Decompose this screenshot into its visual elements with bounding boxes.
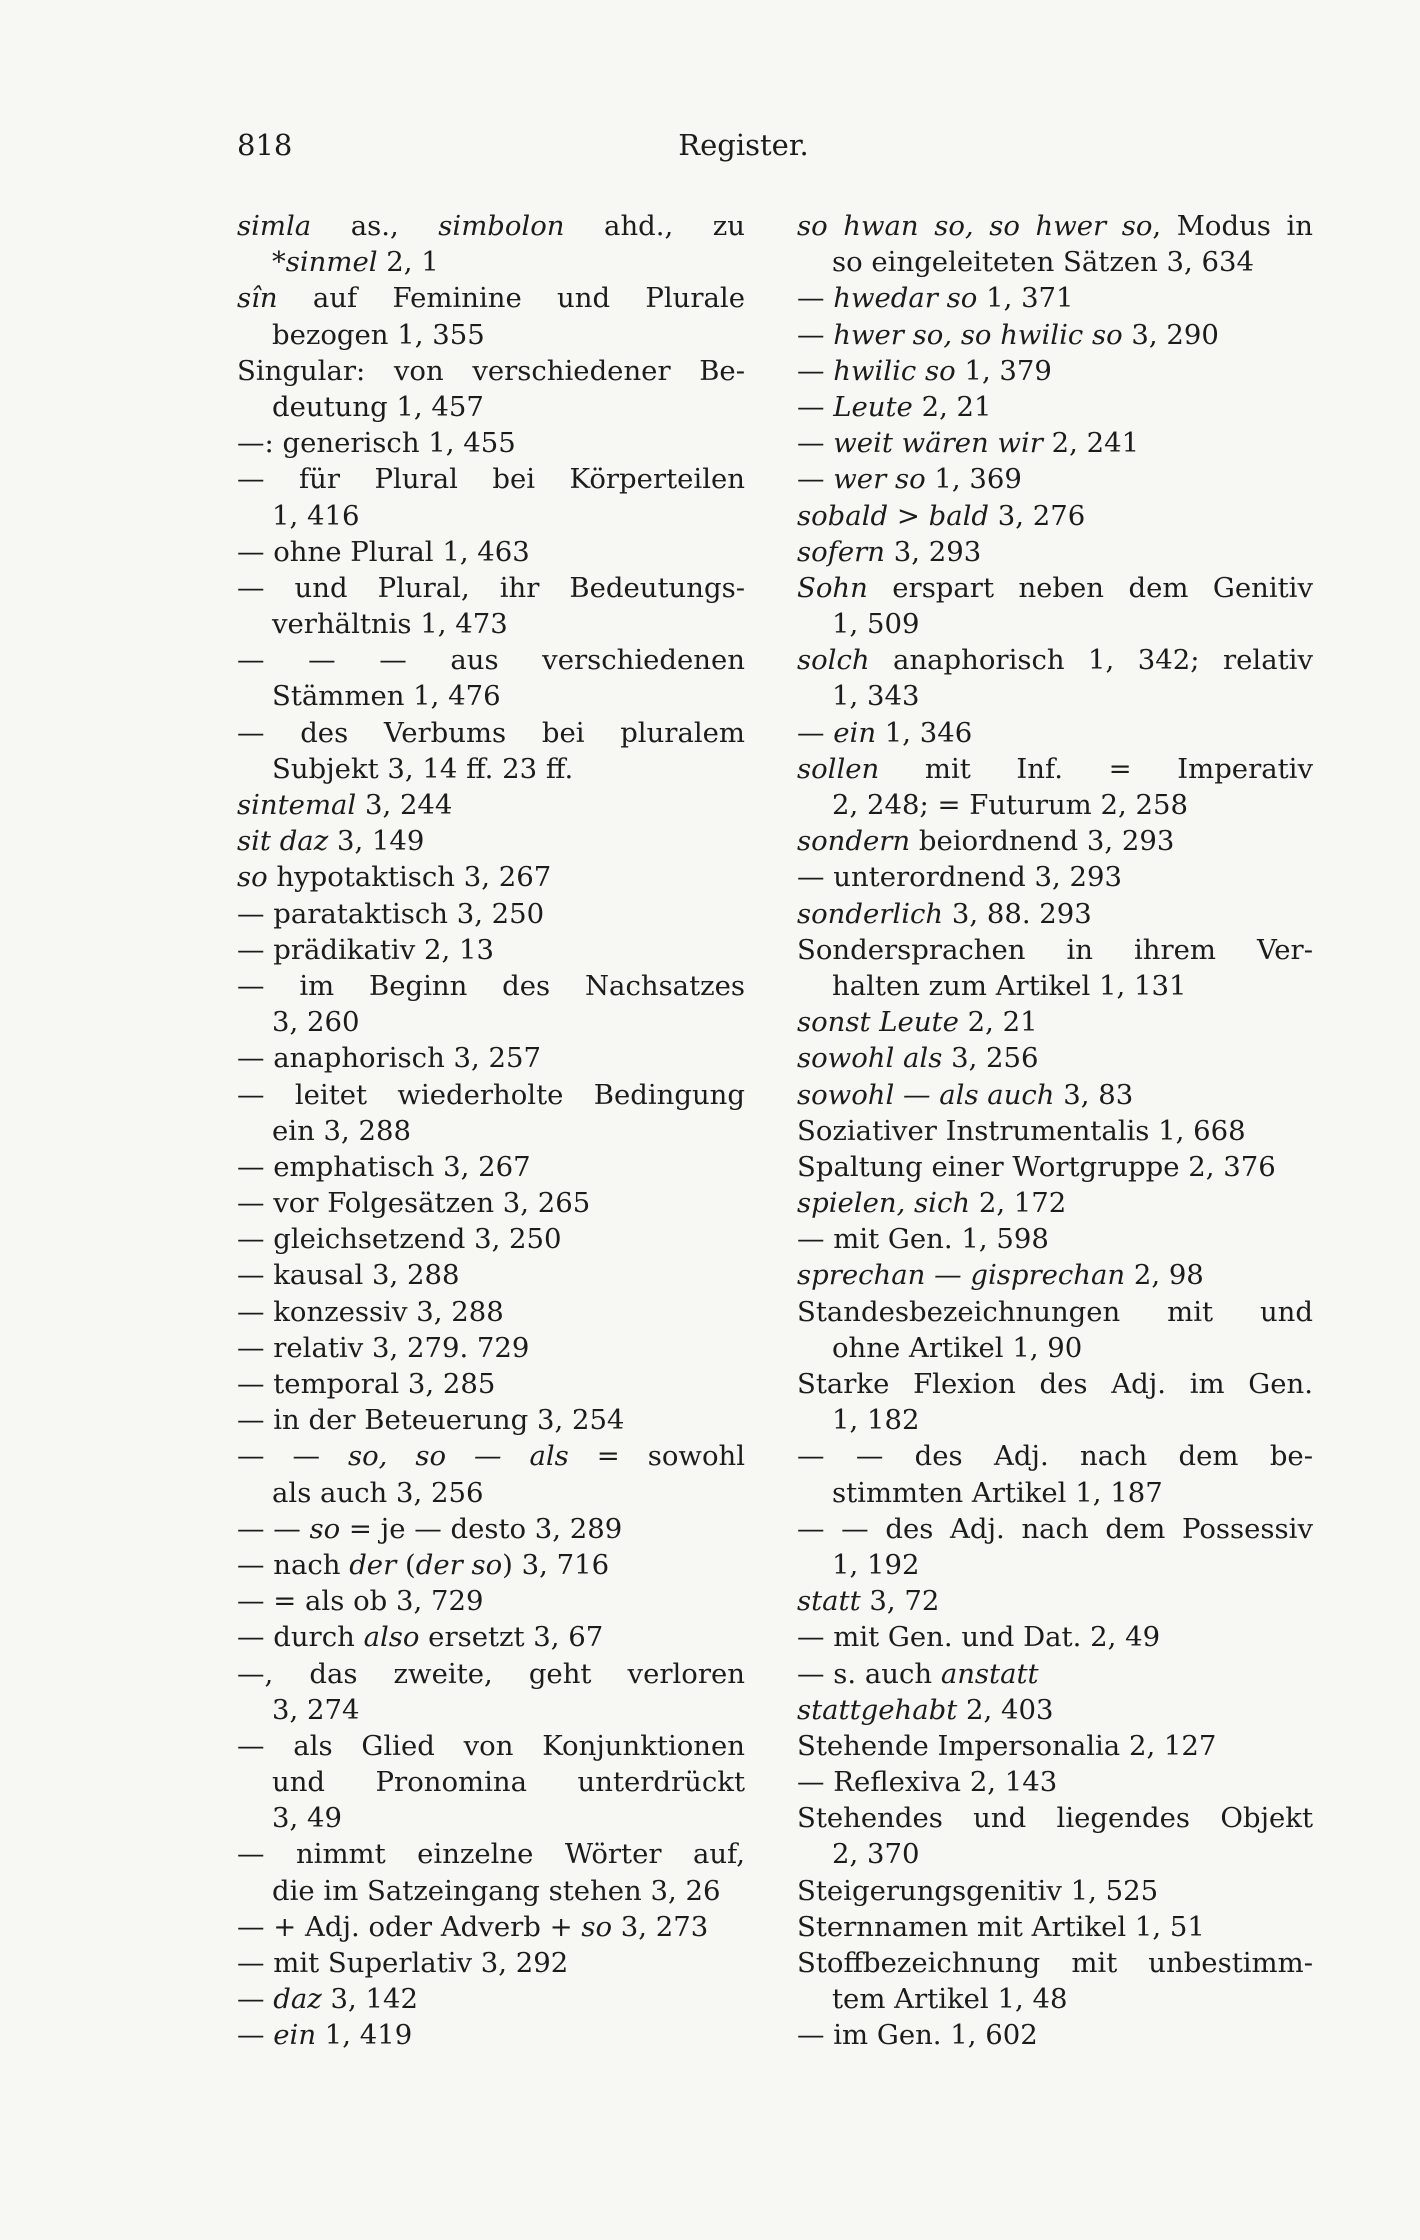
index-entry-line: — + Adj. oder Adverb + so 3, 273 bbox=[237, 1910, 709, 1943]
index-entry-line: 1, 182 bbox=[832, 1404, 920, 1437]
index-entry-line: Stoffbezeichnung mit unbestimm- bbox=[797, 1947, 1313, 1979]
index-entry-line: sonderlich 3, 88. 293 bbox=[797, 897, 1092, 930]
index-entry-line: — hwedar so 1, 371 bbox=[797, 282, 1074, 315]
index-entry-line: 3, 49 bbox=[272, 1802, 342, 1835]
index-entry-line: — Leute 2, 21 bbox=[797, 390, 992, 423]
index-entry-line: — im Beginn des Nachsatzes bbox=[237, 969, 745, 1002]
index-entry-line: — hwer so, so hwilic so 3, 290 bbox=[797, 318, 1219, 351]
index-entry-line: — Reflexiva 2, 143 bbox=[797, 1766, 1058, 1799]
index-entry-line: 2, 370 bbox=[832, 1838, 920, 1871]
index-entry-line: — nach der (der so) 3, 716 bbox=[237, 1548, 610, 1581]
index-entry-line: — ohne Plural 1, 463 bbox=[237, 535, 530, 568]
index-entry-line: — leitet wiederholte Bedingung bbox=[237, 1078, 745, 1111]
index-entry-line: — temporal 3, 285 bbox=[237, 1368, 496, 1400]
index-entry-line: — — so, so — als = sowohl bbox=[237, 1440, 745, 1473]
index-entry-line: — als Glied von Konjunktionen bbox=[237, 1729, 745, 1762]
index-entry-line: solch anaphorisch 1, 342; relativ bbox=[797, 644, 1313, 677]
index-entry-line: —, das zweite, geht verloren bbox=[237, 1657, 745, 1690]
index-entry-line: ohne Artikel 1, 90 bbox=[832, 1331, 1083, 1364]
index-entry-line: Subjekt 3, 14 ff. 23 ff. bbox=[272, 752, 574, 785]
index-entry-line: Spaltung einer Wortgruppe 2, 376 bbox=[797, 1150, 1276, 1183]
index-entry-line: stattgehabt 2, 403 bbox=[797, 1693, 1054, 1726]
index-entry-line: sintemal 3, 244 bbox=[237, 789, 453, 821]
index-entry-line: simla as., simbolon ahd., zu bbox=[237, 210, 745, 242]
index-entry-line: sobald > bald 3, 276 bbox=[797, 499, 1086, 532]
index-entry-line: —: generisch 1, 455 bbox=[237, 427, 516, 460]
index-entry-line: sprechan — gisprechan 2, 98 bbox=[797, 1259, 1204, 1292]
index-entry-line: sonst Leute 2, 21 bbox=[797, 1006, 1038, 1039]
index-entry-line: sowohl — als auch 3, 83 bbox=[797, 1078, 1134, 1111]
index-entry-line: sowohl als 3, 256 bbox=[797, 1042, 1039, 1075]
index-entry-line: — prädikativ 2, 13 bbox=[237, 933, 494, 966]
index-entry-line: Stehende Impersonalia 2, 127 bbox=[797, 1729, 1217, 1762]
index-entry-line: 2, 248; = Futurum 2, 258 bbox=[832, 789, 1188, 821]
index-entry-line: — für Plural bei Körperteilen bbox=[237, 463, 745, 496]
index-entry-line: statt 3, 72 bbox=[797, 1585, 940, 1618]
index-entry-line: — = als ob 3, 729 bbox=[237, 1585, 484, 1618]
index-entry-line: stimmten Artikel 1, 187 bbox=[832, 1476, 1163, 1509]
index-entry-line: Sternnamen mit Artikel 1, 51 bbox=[797, 1910, 1205, 1943]
index-entry-line: — durch also ersetzt 3, 67 bbox=[237, 1621, 604, 1654]
index-entry-line: — unterordnend 3, 293 bbox=[797, 861, 1122, 894]
index-entry-line: — relativ 3, 279. 729 bbox=[237, 1331, 530, 1364]
index-entry-line: als auch 3, 256 bbox=[272, 1476, 484, 1509]
index-entry-line: so hypotaktisch 3, 267 bbox=[237, 861, 552, 894]
index-entry-line: sit daz 3, 149 bbox=[237, 825, 425, 858]
index-entry-line: sollen mit Inf. = Imperativ bbox=[797, 752, 1313, 785]
index-entry-line: — s. auch anstatt bbox=[797, 1657, 1039, 1690]
index-entry-line: — anaphorisch 3, 257 bbox=[237, 1042, 541, 1075]
index-entry-line: Stehendes und liegendes Objekt bbox=[797, 1802, 1313, 1835]
index-entry-line: — mit Gen. und Dat. 2, 49 bbox=[797, 1621, 1161, 1654]
index-entry-line: tem Artikel 1, 48 bbox=[832, 1983, 1068, 2016]
index-entry-line: — vor Folgesätzen 3, 265 bbox=[237, 1187, 591, 1220]
index-entry-line: spielen, sich 2, 172 bbox=[797, 1187, 1067, 1220]
index-entry-line: — konzessiv 3, 288 bbox=[237, 1295, 504, 1328]
index-entry-line: — parataktisch 3, 250 bbox=[237, 897, 545, 930]
index-entry-line: — ein 1, 419 bbox=[237, 2019, 413, 2052]
index-entry-line: — des Verbums bei pluralem bbox=[237, 716, 745, 749]
running-title: Register. bbox=[678, 128, 809, 162]
index-entry-line: ein 3, 288 bbox=[272, 1114, 411, 1147]
index-entry-line: — hwilic so 1, 379 bbox=[797, 354, 1052, 387]
page-number: 818 bbox=[237, 128, 293, 162]
index-entry-line: — gleichsetzend 3, 250 bbox=[237, 1223, 562, 1256]
index-entry-line: — wer so 1, 369 bbox=[797, 463, 1022, 496]
index-column-left bbox=[237, 208, 745, 2054]
index-entry-line: sîn auf Feminine und Plurale bbox=[237, 282, 745, 315]
page-header bbox=[237, 128, 1250, 172]
index-entry-line: Soziativer Instrumentalis 1, 668 bbox=[797, 1114, 1246, 1147]
index-entry-line: — — des Adj. nach dem be- bbox=[797, 1440, 1313, 1473]
index-entry-line: 3, 260 bbox=[272, 1006, 360, 1039]
index-entry-line: Stämmen 1, 476 bbox=[272, 680, 501, 713]
index-entry-line: bezogen 1, 355 bbox=[272, 318, 485, 351]
index-entry-line: — mit Superlativ 3, 292 bbox=[237, 1947, 569, 1979]
index-entry-line: Sondersprachen in ihrem Ver- bbox=[797, 933, 1313, 966]
index-entry-line: *sinmel 2, 1 bbox=[272, 246, 439, 279]
index-entry-line: — mit Gen. 1, 598 bbox=[797, 1223, 1049, 1256]
index-entry-line: so hwan so, so hwer so, Modus in bbox=[797, 210, 1313, 242]
index-entry-line: — kausal 3, 288 bbox=[237, 1259, 460, 1292]
index-entry-line: 3, 274 bbox=[272, 1693, 360, 1726]
index-entry-line: sondern beiordnend 3, 293 bbox=[797, 825, 1175, 858]
index-entry-line: — und Plural, ihr Bedeutungs- bbox=[237, 571, 745, 604]
index-entry-line: — in der Beteuerung 3, 254 bbox=[237, 1404, 625, 1437]
index-entry-line: 1, 509 bbox=[832, 608, 920, 641]
index-entry-line: verhältnis 1, 473 bbox=[272, 608, 508, 641]
index-entry-line: Starke Flexion des Adj. im Gen. bbox=[797, 1368, 1313, 1400]
index-entry-line: — — so = je — desto 3, 289 bbox=[237, 1512, 623, 1545]
index-column-right bbox=[797, 208, 1313, 2054]
index-entry-line: Singular: von verschiedener Be- bbox=[237, 354, 745, 387]
index-entry-line: — im Gen. 1, 602 bbox=[797, 2019, 1038, 2052]
index-entry-line: — — — aus verschiedenen bbox=[237, 644, 745, 677]
index-entry-line: sofern 3, 293 bbox=[797, 535, 982, 568]
index-entry-line: — emphatisch 3, 267 bbox=[237, 1150, 531, 1183]
index-entry-line: — ein 1, 346 bbox=[797, 716, 973, 749]
index-entry-line: und Pronomina unterdrückt bbox=[272, 1766, 745, 1799]
index-entry-line: — weit wären wir 2, 241 bbox=[797, 427, 1140, 460]
index-entry-line: Standesbezeichnungen mit und bbox=[797, 1295, 1313, 1328]
index-entry-line: so eingeleiteten Sätzen 3, 634 bbox=[832, 246, 1255, 279]
index-entry-line: Steigerungsgenitiv 1, 525 bbox=[797, 1874, 1159, 1907]
index-entry-line: — — des Adj. nach dem Possessiv bbox=[797, 1512, 1313, 1545]
index-entry-line: Sohn erspart neben dem Genitiv bbox=[797, 571, 1313, 604]
index-entry-line: halten zum Artikel 1, 131 bbox=[832, 969, 1187, 1002]
index-entry-line: — daz 3, 142 bbox=[237, 1983, 418, 2016]
index-entry-line: 1, 192 bbox=[832, 1548, 920, 1581]
index-entry-line: die im Satzeingang stehen 3, 26 bbox=[272, 1874, 721, 1907]
index-entry-line: 1, 343 bbox=[832, 680, 920, 713]
index-entry-line: 1, 416 bbox=[272, 499, 360, 532]
index-entry-line: — nimmt einzelne Wörter auf, bbox=[237, 1838, 745, 1871]
index-entry-line: deutung 1, 457 bbox=[272, 390, 484, 423]
